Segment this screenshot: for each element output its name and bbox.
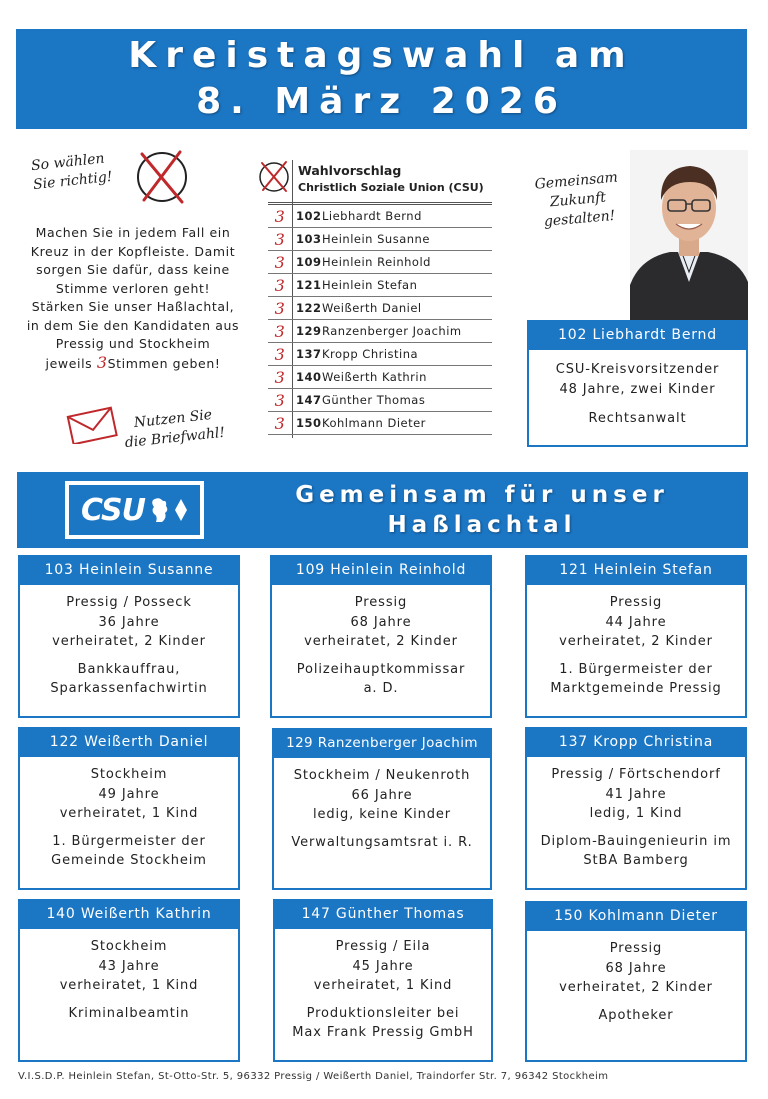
card-line: ledig, 1 Kind <box>589 806 683 821</box>
candidate-card <box>18 899 240 1062</box>
card-line: 68 Jahre <box>605 960 667 976</box>
card-line: 48 Jahre, zwei Kinder <box>559 381 716 397</box>
candidate-card <box>270 555 492 718</box>
card-gap <box>20 824 238 832</box>
ballot-row <box>268 205 492 228</box>
ballot-num: 140 <box>296 370 322 384</box>
ballot-num: 109 <box>296 255 322 269</box>
ballot-num: 147 <box>296 393 322 407</box>
card-job: Max Frank Pressig GmbH <box>292 1025 474 1040</box>
card-line: Pressig <box>609 941 663 956</box>
briefwahl-text: Nutzen Sie die Briefwahl! <box>124 407 226 452</box>
card-line: 41 Jahre <box>605 786 667 802</box>
card-body <box>275 929 491 1043</box>
three-mark: 3 <box>274 321 286 341</box>
ballot-num: 121 <box>296 278 322 292</box>
card-job: Gemeinde Stockheim <box>51 853 207 868</box>
intro-word: jeweils <box>45 355 93 371</box>
card-gap <box>527 652 745 660</box>
three-mark: 3 <box>274 298 286 318</box>
candidate-card <box>18 727 240 890</box>
card-line: 66 Jahre <box>351 787 413 803</box>
ballot-list <box>268 205 492 437</box>
card-gap <box>529 399 746 409</box>
card-job: Marktgemeinde Pressig <box>550 681 722 696</box>
ballot-row <box>268 389 492 412</box>
card-gap <box>274 825 490 833</box>
card-header: 109 Heinlein Reinhold <box>270 555 492 585</box>
card-line: verheiratet, 1 Kind <box>59 978 199 993</box>
card-body <box>274 758 490 852</box>
ballot-row <box>268 412 492 435</box>
csu-logo-box <box>65 481 204 539</box>
card-job: Polizeihauptkommissar <box>296 661 466 677</box>
card-body <box>20 585 238 699</box>
three-votes-mark: 3 <box>96 352 108 372</box>
card-line: Stockheim / Neukenroth <box>293 768 471 783</box>
card-line: verheiratet, 2 Kinder <box>304 634 458 649</box>
card-line: verheiratet, 2 Kinder <box>559 980 713 995</box>
card-job: Diplom-Bauingenieurin im <box>540 833 732 849</box>
card-gap <box>20 996 238 1004</box>
three-mark: 3 <box>274 206 286 226</box>
envelope-icon <box>66 406 118 444</box>
featured-candidate-card <box>527 320 748 447</box>
candidate-card <box>525 555 747 718</box>
ballot-row <box>268 320 492 343</box>
card-job: StBA Bamberg <box>583 853 689 868</box>
csu-banner <box>17 472 748 548</box>
card-job: Produktionsleiter bei <box>306 1005 460 1021</box>
card-line: Stockheim <box>90 767 168 782</box>
card-gap <box>275 996 491 1004</box>
card-header: 147 Günther Thomas <box>273 899 493 929</box>
card-line: Pressig / Förtschendorf <box>551 767 721 782</box>
card-line: Stockheim <box>90 939 168 954</box>
ballot-row <box>268 343 492 366</box>
csu-logo-inner <box>69 485 200 535</box>
ballot-name: Liebhardt Bernd <box>322 209 422 223</box>
three-mark: 3 <box>274 367 286 387</box>
three-mark: 3 <box>274 275 286 295</box>
card-body <box>527 931 745 1025</box>
card-line: CSU-Kreisvorsitzender <box>555 362 720 377</box>
ballot-row <box>268 274 492 297</box>
card-job: a. D. <box>363 681 399 696</box>
card-line: verheiratet, 1 Kind <box>59 806 199 821</box>
ballot-name: Kohlmann Dieter <box>322 416 426 430</box>
ballot-header-cross-icon <box>256 158 292 194</box>
card-header: 137 Kropp Christina <box>525 727 747 757</box>
candidate-card <box>525 727 747 890</box>
card-line: Pressig <box>609 595 663 610</box>
card-gap <box>20 652 238 660</box>
card-body <box>529 350 746 429</box>
slogan-text: Gemeinsam Zukunft gestalten! <box>534 169 619 231</box>
intro-line: in dem Sie den Kandidaten aus <box>26 317 240 333</box>
banner-line1: Gemeinsam für unser <box>295 482 669 508</box>
ballot-name: Günther Thomas <box>322 393 426 407</box>
card-line: verheiratet, 2 Kinder <box>559 634 713 649</box>
card-body <box>527 585 745 699</box>
ballot-name: Kropp Christina <box>322 347 419 361</box>
header-title-line1: Kreistagswahl am <box>128 35 635 76</box>
intro-para1 <box>16 224 250 298</box>
card-header: 150 Kohlmann Dieter <box>525 901 747 931</box>
card-gap <box>527 824 745 832</box>
candidate-card <box>272 728 492 890</box>
ballot-name: Heinlein Reinhold <box>322 255 431 269</box>
portrait-photo <box>630 150 748 322</box>
ballot-title <box>298 163 498 194</box>
card-line: verheiratet, 1 Kind <box>313 978 453 993</box>
ballot-cross-icon <box>132 146 194 206</box>
card-line: Pressig / Eila <box>335 939 431 954</box>
diamond-icon <box>174 498 188 522</box>
card-header: 140 Weißerth Kathrin <box>18 899 240 929</box>
three-mark: 3 <box>274 390 286 410</box>
card-line: verheiratet, 2 Kinder <box>52 634 206 649</box>
three-mark: 3 <box>274 344 286 364</box>
intro-line: Pressig und Stockheim <box>55 336 211 351</box>
so-waehlen-text: So wählen Sie richtig! <box>30 150 114 194</box>
ballot-num: 102 <box>296 209 322 223</box>
banner-line2: Haßlachtal <box>387 512 577 538</box>
intro-line: Kreuz in der Kopfleiste. Damit <box>30 243 236 259</box>
three-mark: 3 <box>274 229 286 249</box>
card-job: Rechtsanwalt <box>588 411 687 426</box>
intro-line: Stimme verloren geht! <box>55 280 211 296</box>
csu-logo-text: CSU <box>81 492 145 528</box>
ballot-name: Ranzenberger Joachim <box>322 324 462 338</box>
card-job: 1. Bürgermeister der <box>559 661 713 677</box>
card-job: 1. Bürgermeister der <box>52 833 206 849</box>
header-banner <box>16 29 747 129</box>
ballot-name: Heinlein Stefan <box>322 278 418 292</box>
header-title-line2: 8. März 2026 <box>196 81 567 122</box>
ballot-num: 137 <box>296 347 322 361</box>
card-line: 44 Jahre <box>605 614 667 630</box>
ballot-title-line1: Wahlvorschlag <box>298 163 402 178</box>
three-mark: 3 <box>274 413 286 433</box>
three-mark: 3 <box>274 252 286 272</box>
intro-line: Machen Sie in jedem Fall ein <box>35 225 231 240</box>
ballot-num: 103 <box>296 232 322 246</box>
card-line: Pressig <box>354 595 408 610</box>
card-header: 103 Heinlein Susanne <box>18 555 240 585</box>
footer-imprint: V.I.S.D.P. Heinlein Stefan, St-Otto-Str. 5, 96332 Pressig / Weißerth Daniel, Traindorfer Str. 7, 96342 Stockheim <box>18 1071 609 1082</box>
ballot-row <box>268 228 492 251</box>
card-header: 102 Liebhardt Bernd <box>527 320 748 350</box>
ballot-name: Heinlein Susanne <box>322 232 430 246</box>
card-line: 49 Jahre <box>98 786 160 802</box>
card-gap <box>527 998 745 1006</box>
ballot-num: 122 <box>296 301 322 315</box>
ballot-name: Weißerth Daniel <box>322 301 422 315</box>
card-job: Verwaltungsamtsrat i. R. <box>291 834 473 850</box>
card-line: 45 Jahre <box>352 958 414 974</box>
card-job: Bankkauffrau, <box>77 661 181 677</box>
lion-icon <box>149 496 171 524</box>
card-body <box>527 757 745 871</box>
card-line: ledig, keine Kinder <box>312 807 452 822</box>
card-job: Sparkassenfachwirtin <box>50 681 208 696</box>
card-body <box>272 585 490 699</box>
card-gap <box>272 652 490 660</box>
card-body <box>20 757 238 871</box>
intro-para2 <box>16 298 250 373</box>
candidate-card <box>273 899 493 1062</box>
card-header: 129 Ranzenberger Joachim <box>272 728 492 758</box>
ballot-num: 129 <box>296 324 322 338</box>
ballot-title-line2: Christlich Soziale Union (CSU) <box>298 181 484 194</box>
ballot-row <box>268 366 492 389</box>
card-body <box>20 929 238 1023</box>
card-line: Pressig / Posseck <box>66 595 192 610</box>
card-line: 43 Jahre <box>98 958 160 974</box>
card-job: Kriminalbeamtin <box>68 1005 190 1021</box>
ballot-num: 150 <box>296 416 322 430</box>
card-line: 68 Jahre <box>350 614 412 630</box>
intro-line: sorgen Sie dafür, dass keine <box>36 262 230 277</box>
ballot-row <box>268 297 492 320</box>
card-header: 122 Weißerth Daniel <box>18 727 240 757</box>
intro-word: Stimmen geben! <box>107 355 221 371</box>
card-line: 36 Jahre <box>98 614 160 630</box>
candidate-card <box>18 555 240 718</box>
ballot-row <box>268 251 492 274</box>
banner-text <box>227 480 737 540</box>
ballot-name: Weißerth Kathrin <box>322 370 427 384</box>
card-header: 121 Heinlein Stefan <box>525 555 747 585</box>
intro-line <box>16 354 250 374</box>
candidate-card <box>525 901 747 1062</box>
card-job: Apotheker <box>598 1007 674 1023</box>
intro-line: Stärken Sie unser Haßlachtal, <box>31 299 235 314</box>
